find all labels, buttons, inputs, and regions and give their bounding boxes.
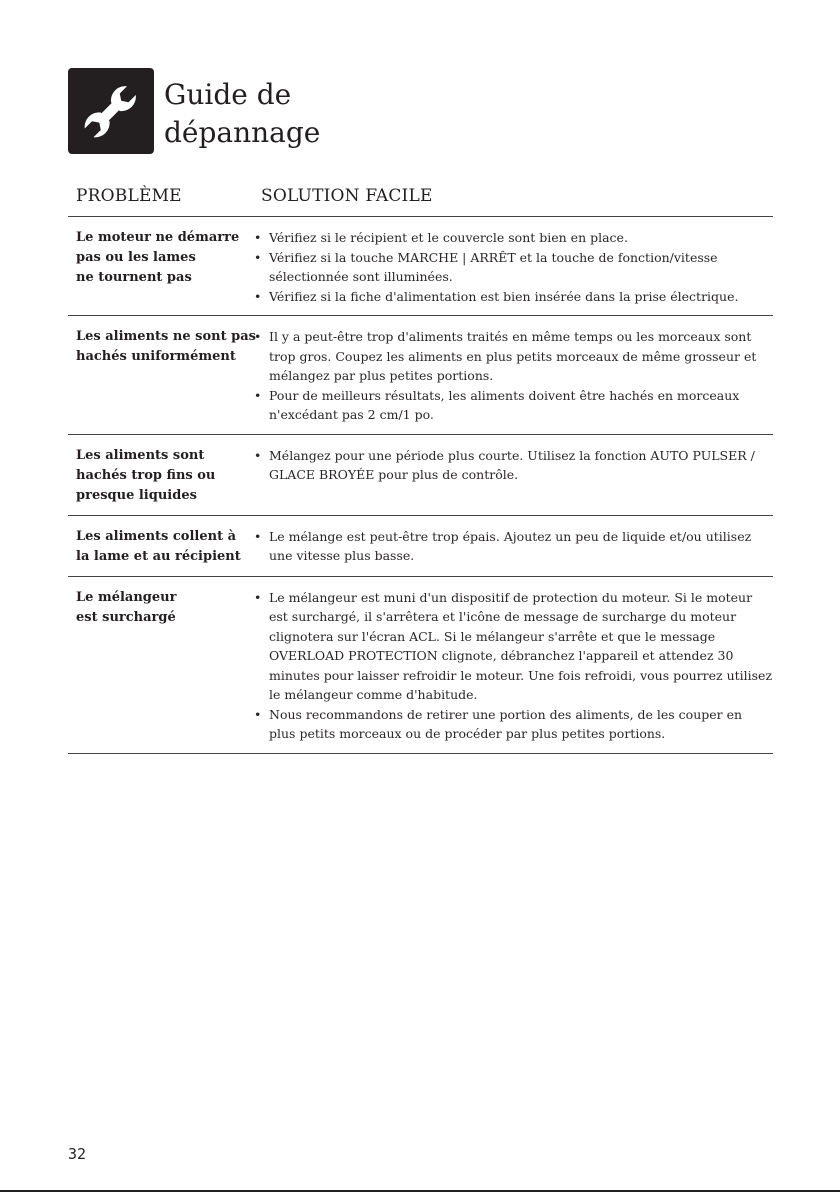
problem-line: Les aliments sont <box>76 447 205 463</box>
page-number: 32 <box>68 1145 87 1163</box>
solution-line: Le mélange est peut-être trop épais. Ajoutez un peu de liquide et/ou utilisez <box>269 528 752 544</box>
table-row <box>68 516 773 577</box>
problem-cell <box>68 527 253 567</box>
problem-line: Les aliments ne sont pas <box>76 329 256 344</box>
solution-line: Vérifiez si le récipient et le couvercle sont bien en place. <box>269 230 628 245</box>
problem-line: hachés trop fins ou <box>76 467 216 483</box>
bullet-icon: • <box>254 706 262 722</box>
table-row <box>68 577 773 754</box>
solution-item <box>253 705 773 744</box>
table-row <box>68 316 773 435</box>
solution-item <box>253 386 773 425</box>
page-header <box>68 68 320 171</box>
solution-line: une vitesse plus basse. <box>269 548 415 563</box>
solution-line: Mélangez pour une période plus courte. Utilisez la fonction AUTO PULSER / <box>269 447 755 463</box>
bullet-icon: • <box>254 249 262 265</box>
solution-line: Le mélangeur est muni d'un dispositif de protection du moteur. Si le moteur <box>269 589 753 605</box>
solution-line: plus petits morceaux ou de procéder par plus petites portions. <box>269 726 666 741</box>
solution-line: GLACE BROYÉE pour plus de contrôle. <box>269 467 519 482</box>
problem-line: Le mélangeur <box>76 589 177 605</box>
solution-column-header: SOLUTION FACILE <box>261 186 433 206</box>
problem-line: presque liquides <box>76 487 197 503</box>
bullet-icon: • <box>254 230 262 245</box>
bullet-icon: • <box>254 387 262 403</box>
solution-line: mélangez par plus petites portions. <box>269 368 494 383</box>
solution-line: Vérifiez si la touche MARCHE | ARRÊT et la touche de fonction/vitesse <box>269 249 718 265</box>
problem-line: pas ou les lames <box>76 250 196 265</box>
page-title <box>164 76 320 152</box>
solution-line: clignotera sur l'écran ACL. Si le mélangeur s'arrête et que le message <box>269 628 716 644</box>
solution-item <box>253 446 773 485</box>
solution-item <box>253 588 773 705</box>
solution-item <box>253 327 773 386</box>
bullet-icon: • <box>254 329 262 344</box>
problem-cell <box>68 588 253 744</box>
solution-line: le mélangeur comme d'habitude. <box>269 687 478 702</box>
solution-item <box>253 527 773 566</box>
bullet-icon: • <box>254 288 262 304</box>
problem-cell <box>68 327 256 425</box>
solution-line: Il y a peut-être trop d'aliments traités en même temps ou les morceaux sont <box>269 329 752 344</box>
title-line: Guide de <box>164 78 292 111</box>
solution-list <box>253 327 773 425</box>
solution-list <box>253 588 773 744</box>
solution-list <box>253 527 773 567</box>
solution-line: Vérifiez si la fiche d'alimentation est bien insérée dans la prise électrique. <box>269 288 739 304</box>
problem-line: hachés uniformément <box>76 349 236 364</box>
solution-line: est surchargé, il s'arrêtera et l'icône de message de surcharge du moteur <box>269 609 737 624</box>
problem-line: est surchargé <box>76 609 176 625</box>
solution-item <box>253 287 773 307</box>
problem-column-header: PROBLÈME <box>76 186 182 206</box>
solution-line: OVERLOAD PROTECTION clignote, débranchez l'appareil et attendez 30 <box>269 648 734 663</box>
problem-line: la lame et au récipient <box>76 548 241 564</box>
table-body <box>68 217 773 754</box>
table-header <box>68 186 773 217</box>
table-row <box>68 217 773 316</box>
problem-line: Les aliments collent à <box>76 528 237 544</box>
solution-list <box>253 228 773 306</box>
problem-line: ne tournent pas <box>76 270 192 285</box>
problem-line: Le moteur ne démarre <box>76 230 240 245</box>
solution-line: minutes pour laisser refroidir le moteur. Une fois refroidi, vous pourrez utilisez <box>269 667 773 683</box>
solution-item <box>253 248 773 287</box>
solution-item <box>253 228 773 248</box>
bullet-icon: • <box>254 589 262 605</box>
problem-cell <box>68 446 253 506</box>
solution-line: Pour de meilleurs résultats, les aliments doivent être hachés en morceaux <box>269 387 740 403</box>
solution-line: sélectionnée sont illuminées. <box>269 269 453 284</box>
solution-line: Nous recommandons de retirer une portion des aliments, de les couper en <box>269 706 743 722</box>
table-row <box>68 435 773 516</box>
solution-line: n'excédant pas 2 cm/1 po. <box>269 407 434 422</box>
problem-cell <box>68 228 253 306</box>
title-line: dépannage <box>164 116 321 149</box>
solution-list <box>253 446 773 506</box>
wrench-icon <box>68 68 154 154</box>
bullet-icon: • <box>254 528 262 544</box>
solution-line: trop gros. Coupez les aliments en plus petits morceaux de même grosseur et <box>269 348 757 364</box>
troubleshooting-table <box>68 186 773 754</box>
bullet-icon: • <box>254 447 262 463</box>
